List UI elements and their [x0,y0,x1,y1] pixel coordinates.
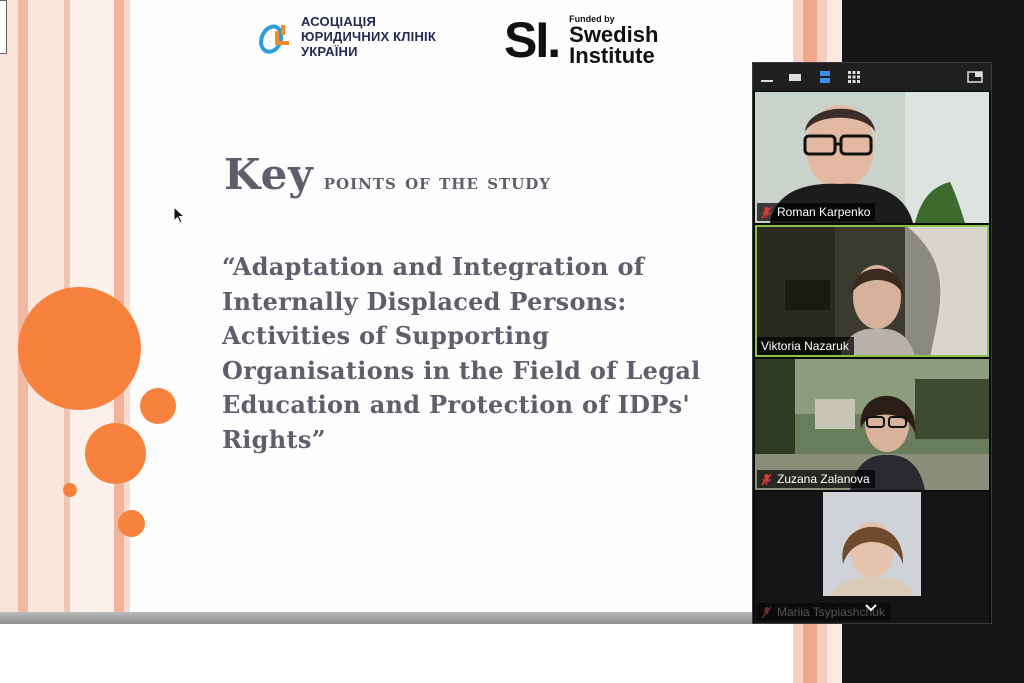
slide-title [224,150,551,199]
screen-share-background [0,624,793,683]
decor-circle [85,423,146,484]
participant-video-tile-active[interactable] [755,225,989,357]
slide-title-key: Key [224,150,314,199]
gallery-toolbar [753,63,991,91]
participant-name-tag [757,337,854,355]
muted-mic-icon [761,473,772,486]
decor-circle [63,483,77,497]
decor-stripe [0,0,18,612]
logo-ua-line3: УКРАЇНИ [301,43,358,59]
legal-clinics-association-logo [255,13,436,59]
funded-by-label: Funded by [569,14,615,24]
grid-view-icon[interactable] [846,69,862,85]
logo-ua-line2: ЮРИДИЧНИХ КЛІНІК [301,28,436,44]
video-gallery-panel [752,62,992,624]
participant-video-tile[interactable] [755,92,989,223]
study-title-line: Internally Displaced Persons: [222,286,627,316]
logo-ua-line1: АСОЦІАЦІЯ [301,13,376,29]
slide-title-rest: points of the study [323,169,551,194]
participant-name: Zuzana Zalanova [777,472,870,486]
muted-mic-icon [761,206,772,219]
si-name-line2: Institute [569,43,655,68]
decor-circle [18,287,141,410]
study-title-line: Organisations in the Field of Legal [222,355,701,385]
participant-name: Mariia Tsypiashchuk [777,605,885,619]
study-title-line: “Adaptation and Integration of [222,252,645,281]
muted-mic-icon [761,606,772,619]
study-title-line: Education and Protection of IDPs' [222,390,691,419]
minimize-icon[interactable] [759,69,775,85]
window-edge [0,0,7,54]
strip-view-icon[interactable] [817,69,833,85]
swedish-institute-logo [504,14,658,66]
participant-video-tile[interactable] [755,359,989,490]
association-logo-icon [255,13,293,59]
decor-circle [118,510,145,537]
study-title-line: Activities of Supporting [222,321,550,350]
participant-name: Roman Karpenko [777,205,871,219]
participant-name: Viktoria Nazaruk [761,339,849,353]
decor-circle [140,388,176,424]
study-title [222,250,782,457]
chevron-down-icon[interactable] [863,601,879,615]
slide-bottom-bar [0,612,800,624]
decor-stripe [18,0,28,612]
si-name-line1: Swedish [569,22,659,47]
study-title-line: Rights” [222,424,326,454]
speaker-view-icon[interactable] [787,69,803,85]
pop-out-icon[interactable] [967,69,983,85]
mouse-cursor-icon [173,206,185,224]
participant-name-tag [757,470,875,488]
participant-name-tag [757,203,875,221]
si-mark: SI. [504,12,560,68]
